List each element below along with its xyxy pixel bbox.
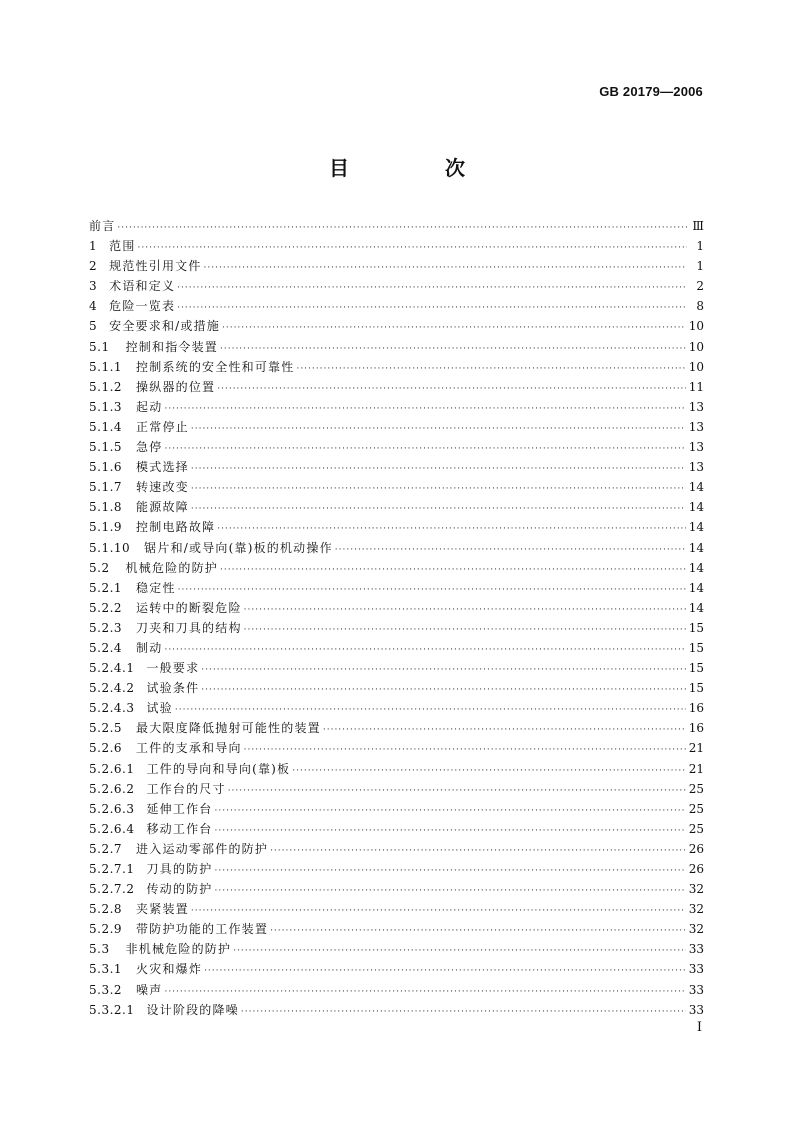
dot-leader xyxy=(178,580,686,600)
toc-entry-page: 32 xyxy=(688,922,704,937)
toc-entry-label: 带防护功能的工作装置 xyxy=(136,922,269,937)
dot-leader xyxy=(270,841,686,861)
toc-entry-page: 16 xyxy=(688,721,704,736)
toc-entry[interactable] xyxy=(89,738,704,758)
toc-entry-page: 33 xyxy=(688,962,704,977)
toc-entry-page: 14 xyxy=(688,560,704,575)
toc-entry-label: 工件的支承和导向 xyxy=(136,741,242,756)
toc-entry-label: 设计阶段的降噪 xyxy=(146,1002,239,1017)
toc-entry-number: 5.1.9 xyxy=(89,520,123,535)
toc-entry[interactable] xyxy=(89,538,704,558)
toc-entry-page: 11 xyxy=(688,379,704,394)
toc-entry-page: 15 xyxy=(688,661,704,676)
toc-entry-number: 4 xyxy=(89,299,98,314)
toc-entry[interactable] xyxy=(89,698,704,718)
dot-leader xyxy=(217,519,685,539)
toc-entry-label: 控制电路故障 xyxy=(136,520,216,535)
toc-entry-page: 33 xyxy=(688,1002,704,1017)
toc-entry-page: 21 xyxy=(688,761,704,776)
toc-entry-number: 5.2 xyxy=(89,560,110,575)
toc-entry[interactable] xyxy=(89,879,704,899)
toc-entry-page: 25 xyxy=(688,801,704,816)
toc-entry-label: 前言 xyxy=(89,219,116,233)
toc-entry-label: 制动 xyxy=(136,640,163,655)
toc-entry[interactable] xyxy=(89,939,704,959)
dot-leader xyxy=(204,961,686,981)
toc-entry-label: 进入运动零部件的防护 xyxy=(136,841,269,856)
toc-entry-number: 5.2.4.2 xyxy=(89,681,135,696)
toc-entry-label: 正常停止 xyxy=(136,419,189,434)
toc-entry-number: 5.3.2 xyxy=(89,982,123,997)
toc-entry-page: Ⅲ xyxy=(692,219,704,233)
toc-entry-number: 5.2.7.1 xyxy=(89,862,135,876)
dot-leader xyxy=(164,399,685,419)
toc-entry-number: 1 xyxy=(89,239,98,254)
toc-entry-number: 5.3.2.1 xyxy=(89,1002,135,1017)
toc-entry-number: 5.1.4 xyxy=(89,419,123,434)
dot-leader xyxy=(244,600,686,620)
dot-leader xyxy=(164,982,685,1002)
page-title: 目 次 xyxy=(329,156,503,180)
toc-entry-page: 13 xyxy=(688,460,704,475)
toc-entry-page: 15 xyxy=(688,681,704,696)
toc-entry[interactable] xyxy=(89,980,704,1000)
toc-entry-page: 13 xyxy=(688,419,704,434)
toc-entry[interactable] xyxy=(89,437,704,457)
dot-leader xyxy=(204,258,687,278)
dot-leader xyxy=(164,640,685,660)
toc-entry-label: 转速改变 xyxy=(136,480,189,495)
toc-entry-label: 一般要求 xyxy=(146,661,200,676)
dot-leader xyxy=(191,479,686,499)
toc-entry-label: 起动 xyxy=(136,399,163,414)
table-of-contents xyxy=(89,216,704,1020)
dot-leader xyxy=(228,781,686,801)
toc-entry[interactable] xyxy=(89,256,704,276)
toc-entry-label: 能源故障 xyxy=(136,500,189,515)
toc-entry[interactable] xyxy=(89,598,704,618)
dot-leader xyxy=(215,861,686,881)
toc-entry-label: 刀夹和刀具的结构 xyxy=(136,620,242,635)
toc-entry-label: 工作台的尺寸 xyxy=(146,781,226,796)
dot-leader xyxy=(191,419,686,439)
toc-entry-page: 26 xyxy=(688,841,704,856)
toc-entry-page: 25 xyxy=(688,821,704,836)
toc-entry[interactable] xyxy=(89,759,704,779)
toc-entry-label: 危险一览表 xyxy=(109,299,176,314)
toc-entry-number: 5.3 xyxy=(89,942,110,957)
toc-entry-number: 5.1.2 xyxy=(89,379,123,394)
toc-entry[interactable] xyxy=(89,959,704,979)
toc-entry-label: 火灾和爆炸 xyxy=(136,962,203,977)
toc-entry-page: 2 xyxy=(696,279,704,294)
toc-entry-label: 术语和定义 xyxy=(109,279,176,294)
toc-entry-number: 5.3.1 xyxy=(89,962,123,977)
toc-entry-label: 控制系统的安全性和可靠性 xyxy=(136,359,295,374)
toc-entry[interactable] xyxy=(89,819,704,839)
toc-entry-page: 1 xyxy=(696,259,704,274)
toc-entry[interactable] xyxy=(89,236,704,256)
toc-entry-number: 5.2.6.2 xyxy=(89,781,135,796)
dot-leader xyxy=(215,801,686,821)
toc-entry[interactable] xyxy=(89,919,704,939)
toc-entry-number: 5.2.8 xyxy=(89,902,123,917)
dot-leader xyxy=(215,821,686,841)
toc-entry[interactable] xyxy=(89,1000,704,1020)
toc-entry-number: 5.2.4.1 xyxy=(89,661,135,676)
dot-leader xyxy=(244,740,686,760)
toc-entry-page: 21 xyxy=(688,741,704,756)
dot-leader xyxy=(222,318,686,338)
dot-leader xyxy=(117,218,687,238)
toc-entry-number: 5.1.5 xyxy=(89,440,123,455)
dot-leader xyxy=(244,620,686,640)
toc-entry-number: 5.2.1 xyxy=(89,580,123,595)
toc-entry-page: 15 xyxy=(688,640,704,655)
toc-entry-number: 2 xyxy=(89,259,98,274)
toc-entry-page: 25 xyxy=(688,781,704,796)
toc-entry[interactable] xyxy=(89,638,704,658)
toc-entry-label: 运转中的断裂危险 xyxy=(136,600,242,615)
toc-entry[interactable] xyxy=(89,658,704,678)
toc-entry-page: 13 xyxy=(688,399,704,414)
toc-entry-page: 16 xyxy=(688,701,704,716)
toc-entry-page: 10 xyxy=(688,359,704,374)
toc-entry-page: 13 xyxy=(688,440,704,455)
toc-entry[interactable] xyxy=(89,899,704,919)
toc-entry-number: 5.2.7.2 xyxy=(89,882,135,897)
toc-entry-label: 急停 xyxy=(136,440,163,455)
toc-entry-number: 5.1.8 xyxy=(89,500,123,515)
toc-entry-label: 规范性引用文件 xyxy=(109,259,202,274)
toc-entry-page: 14 xyxy=(688,520,704,535)
toc-entry-number: 5.1.10 xyxy=(89,540,131,555)
dot-leader xyxy=(175,700,686,720)
toc-entry-number: 5.1.7 xyxy=(89,480,123,495)
toc-entry[interactable] xyxy=(89,779,704,799)
toc-entry-page: 1 xyxy=(696,239,704,254)
toc-entry[interactable] xyxy=(89,296,704,316)
toc-entry-number: 5.2.9 xyxy=(89,922,123,937)
dot-leader xyxy=(335,540,686,560)
toc-entry-label: 延伸工作台 xyxy=(146,801,213,816)
dot-leader xyxy=(296,359,685,379)
dot-leader xyxy=(233,941,686,961)
toc-entry-label: 模式选择 xyxy=(136,460,189,475)
dot-leader xyxy=(201,660,685,680)
toc-entry-label: 锯片和/或导向(靠)板的机动操作 xyxy=(144,540,333,555)
dot-leader xyxy=(217,379,685,399)
toc-entry-number: 5.2.2 xyxy=(89,600,123,615)
toc-entry-page: 14 xyxy=(688,600,704,615)
toc-entry-label: 稳定性 xyxy=(136,580,176,595)
toc-entry-page: 26 xyxy=(688,862,704,876)
toc-entry-page: 32 xyxy=(688,902,704,917)
toc-entry-number: 5.1.3 xyxy=(89,399,123,414)
toc-entry-number: 5.2.6.3 xyxy=(89,801,135,816)
toc-entry-page: 33 xyxy=(688,982,704,997)
toc-entry[interactable] xyxy=(89,417,704,437)
toc-entry[interactable] xyxy=(89,618,704,638)
toc-entry-number: 5.2.3 xyxy=(89,620,123,635)
toc-entry-label: 操纵器的位置 xyxy=(136,379,216,394)
toc-entry-label: 最大限度降低抛射可能性的装置 xyxy=(136,721,321,736)
toc-entry-number: 3 xyxy=(89,279,98,294)
toc-entry[interactable] xyxy=(89,497,704,517)
dot-leader xyxy=(270,921,686,941)
dot-leader xyxy=(191,459,686,479)
toc-entry-page: 14 xyxy=(688,580,704,595)
toc-entry-page: 10 xyxy=(688,319,704,334)
dot-leader xyxy=(138,238,687,258)
toc-entry-label: 试验 xyxy=(146,701,173,716)
toc-entry-label: 安全要求和/或措施 xyxy=(109,319,220,334)
toc-entry[interactable] xyxy=(89,316,704,336)
toc-entry-number: 5 xyxy=(89,319,98,334)
dot-leader xyxy=(220,560,686,580)
toc-entry-label: 范围 xyxy=(109,239,136,254)
toc-entry-number: 5.2.4.3 xyxy=(89,701,135,716)
toc-entry-label: 噪声 xyxy=(136,982,163,997)
toc-entry-number: 5.2.6 xyxy=(89,741,123,756)
toc-entry-page: 15 xyxy=(688,620,704,635)
toc-entry-number: 5.2.7 xyxy=(89,841,123,856)
toc-entry[interactable] xyxy=(89,578,704,598)
standard-number: GB 20179—2006 xyxy=(599,84,703,99)
toc-entry[interactable] xyxy=(89,337,704,357)
toc-entry[interactable] xyxy=(89,477,704,497)
toc-entry[interactable] xyxy=(89,397,704,417)
toc-entry[interactable] xyxy=(89,718,704,738)
toc-entry-number: 5.1 xyxy=(89,339,110,354)
toc-entry-number: 5.2.6.4 xyxy=(89,821,135,836)
toc-entry-label: 夹紧装置 xyxy=(136,902,189,917)
toc-entry-page: 33 xyxy=(688,942,704,957)
dot-leader xyxy=(191,499,686,519)
dot-leader xyxy=(292,761,685,781)
toc-entry[interactable] xyxy=(89,276,704,296)
footer-page-number: I xyxy=(696,1020,702,1035)
toc-entry[interactable] xyxy=(89,357,704,377)
toc-entry[interactable] xyxy=(89,558,704,578)
toc-entry[interactable] xyxy=(89,799,704,819)
dot-leader xyxy=(201,680,685,700)
toc-entry-label: 工件的导向和导向(靠)板 xyxy=(146,761,291,776)
dot-leader xyxy=(164,439,685,459)
toc-entry-label: 刀具的防护 xyxy=(146,862,213,876)
toc-entry-number: 5.1.6 xyxy=(89,460,123,475)
dot-leader xyxy=(323,720,686,740)
toc-entry-label: 非机械危险的防护 xyxy=(125,942,232,957)
toc-entry-page: 14 xyxy=(688,480,704,495)
toc-entry-label: 控制和指令装置 xyxy=(125,339,218,354)
toc-entry[interactable] xyxy=(89,517,704,537)
dot-leader xyxy=(177,298,687,318)
toc-entry-page: 8 xyxy=(696,299,704,314)
dot-leader xyxy=(241,1002,686,1022)
toc-entry-label: 机械危险的防护 xyxy=(125,560,218,575)
toc-entry-label: 传动的防护 xyxy=(146,882,213,897)
dot-leader xyxy=(215,881,686,901)
dot-leader xyxy=(191,901,686,921)
toc-entry-page: 10 xyxy=(688,339,704,354)
toc-entry[interactable] xyxy=(89,839,704,859)
toc-entry[interactable] xyxy=(89,859,704,879)
toc-entry-page: 14 xyxy=(688,500,704,515)
toc-entry-label: 移动工作台 xyxy=(146,821,213,836)
dot-leader xyxy=(220,339,686,359)
toc-entry[interactable] xyxy=(89,216,704,236)
toc-entry-number: 5.2.4 xyxy=(89,640,123,655)
toc-entry-number: 5.1.1 xyxy=(89,359,123,374)
toc-entry-number: 5.2.6.1 xyxy=(89,761,135,776)
toc-entry[interactable] xyxy=(89,678,704,698)
toc-entry[interactable] xyxy=(89,377,704,397)
toc-entry[interactable] xyxy=(89,457,704,477)
dot-leader xyxy=(177,278,687,298)
toc-entry-page: 32 xyxy=(688,882,704,897)
toc-entry-number: 5.2.5 xyxy=(89,721,123,736)
toc-entry-label: 试验条件 xyxy=(146,681,200,696)
toc-entry-page: 14 xyxy=(688,540,704,555)
